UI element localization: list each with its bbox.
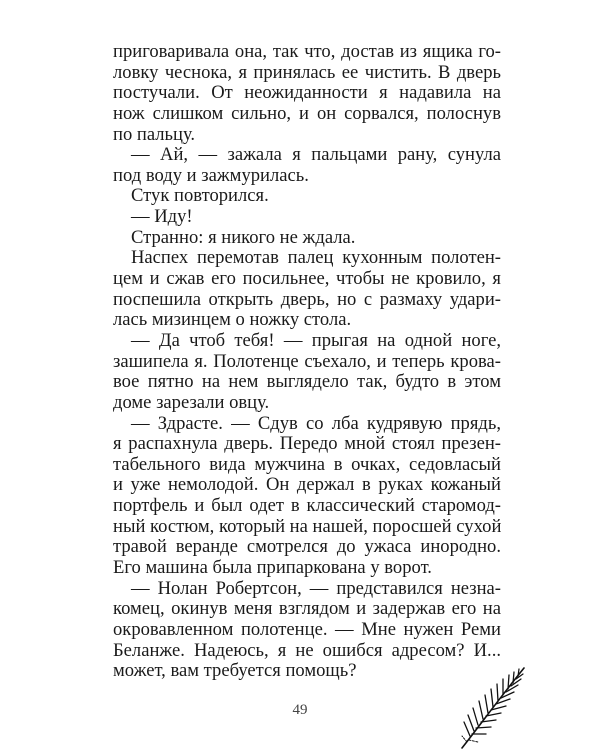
text-line: табельного вида мужчина в очках, седовласый	[113, 454, 501, 475]
text-line: я распахнула дверь. Передо мной стоял презен-	[113, 434, 501, 455]
text-line: нож слишком сильно, и он сорвался, полоснув	[113, 103, 501, 124]
text-line: — Да чтоб тебя! — прыгая на одной ноге,	[131, 330, 501, 351]
text-line: комец, окинув меня взглядом и задержав его на	[113, 599, 501, 620]
text-line: доме зарезали овцу.	[113, 392, 270, 413]
text-line: может, вам требуется помощь?	[113, 661, 357, 682]
text-line: — Здрасте. — Сдув со лба кудрявую прядь,	[131, 413, 501, 434]
text-line: травой веранде смотрелся до ужаса инородно.	[113, 537, 501, 558]
text-line: ловку чеснока, я принялась ее чистить. В дверь	[113, 62, 501, 83]
text-line: лась мизинцем о ножку стола.	[113, 310, 352, 331]
text-line: под воду и зажмурилась.	[113, 165, 309, 186]
text-line: и уже немолодой. Он держал в руках кожаный	[113, 475, 501, 496]
text-line: Его машина была припаркована у ворот.	[113, 558, 432, 579]
body-text	[113, 42, 501, 682]
text-line: зашипела я. Полотенце съехало, и теперь крова-	[113, 351, 501, 372]
text-line: — Иду!	[131, 207, 193, 228]
text-line: окровавленном полотенце. — Мне нужен Реми	[113, 619, 501, 640]
text-line: Наспех перемотав палец кухонным полотен-	[131, 248, 501, 269]
text-line: Странно: я никого не ждала.	[131, 227, 356, 248]
text-line: постучали. От неожиданности я надавила на	[113, 83, 501, 104]
feather-icon	[458, 662, 528, 750]
text-line: приговаривала она, так что, достав из ящика го-	[113, 42, 501, 62]
text-line: Беланже. Надеюсь, я не ошибся адресом? И...	[113, 640, 501, 661]
text-line: по пальцу.	[113, 124, 196, 145]
text-line: — Нолан Робертсон, — представился незна-	[131, 578, 501, 599]
text-line: поспешила открыть дверь, но с размаху удари-	[113, 289, 501, 310]
text-line: цем и сжав его посильнее, чтобы не кровило, я	[113, 269, 501, 290]
text-line: портфель и был одет в классический старомод-	[113, 496, 501, 517]
page-number: 49	[292, 702, 308, 718]
text-line: ный костюм, который на нашей, поросшей сухой	[113, 516, 501, 537]
text-line: — Ай, — зажала я пальцами рану, сунула	[131, 145, 501, 166]
text-line: вое пятно на нем выглядело так, будто в этом	[113, 372, 501, 393]
text-line: Стук повторился.	[131, 186, 269, 207]
